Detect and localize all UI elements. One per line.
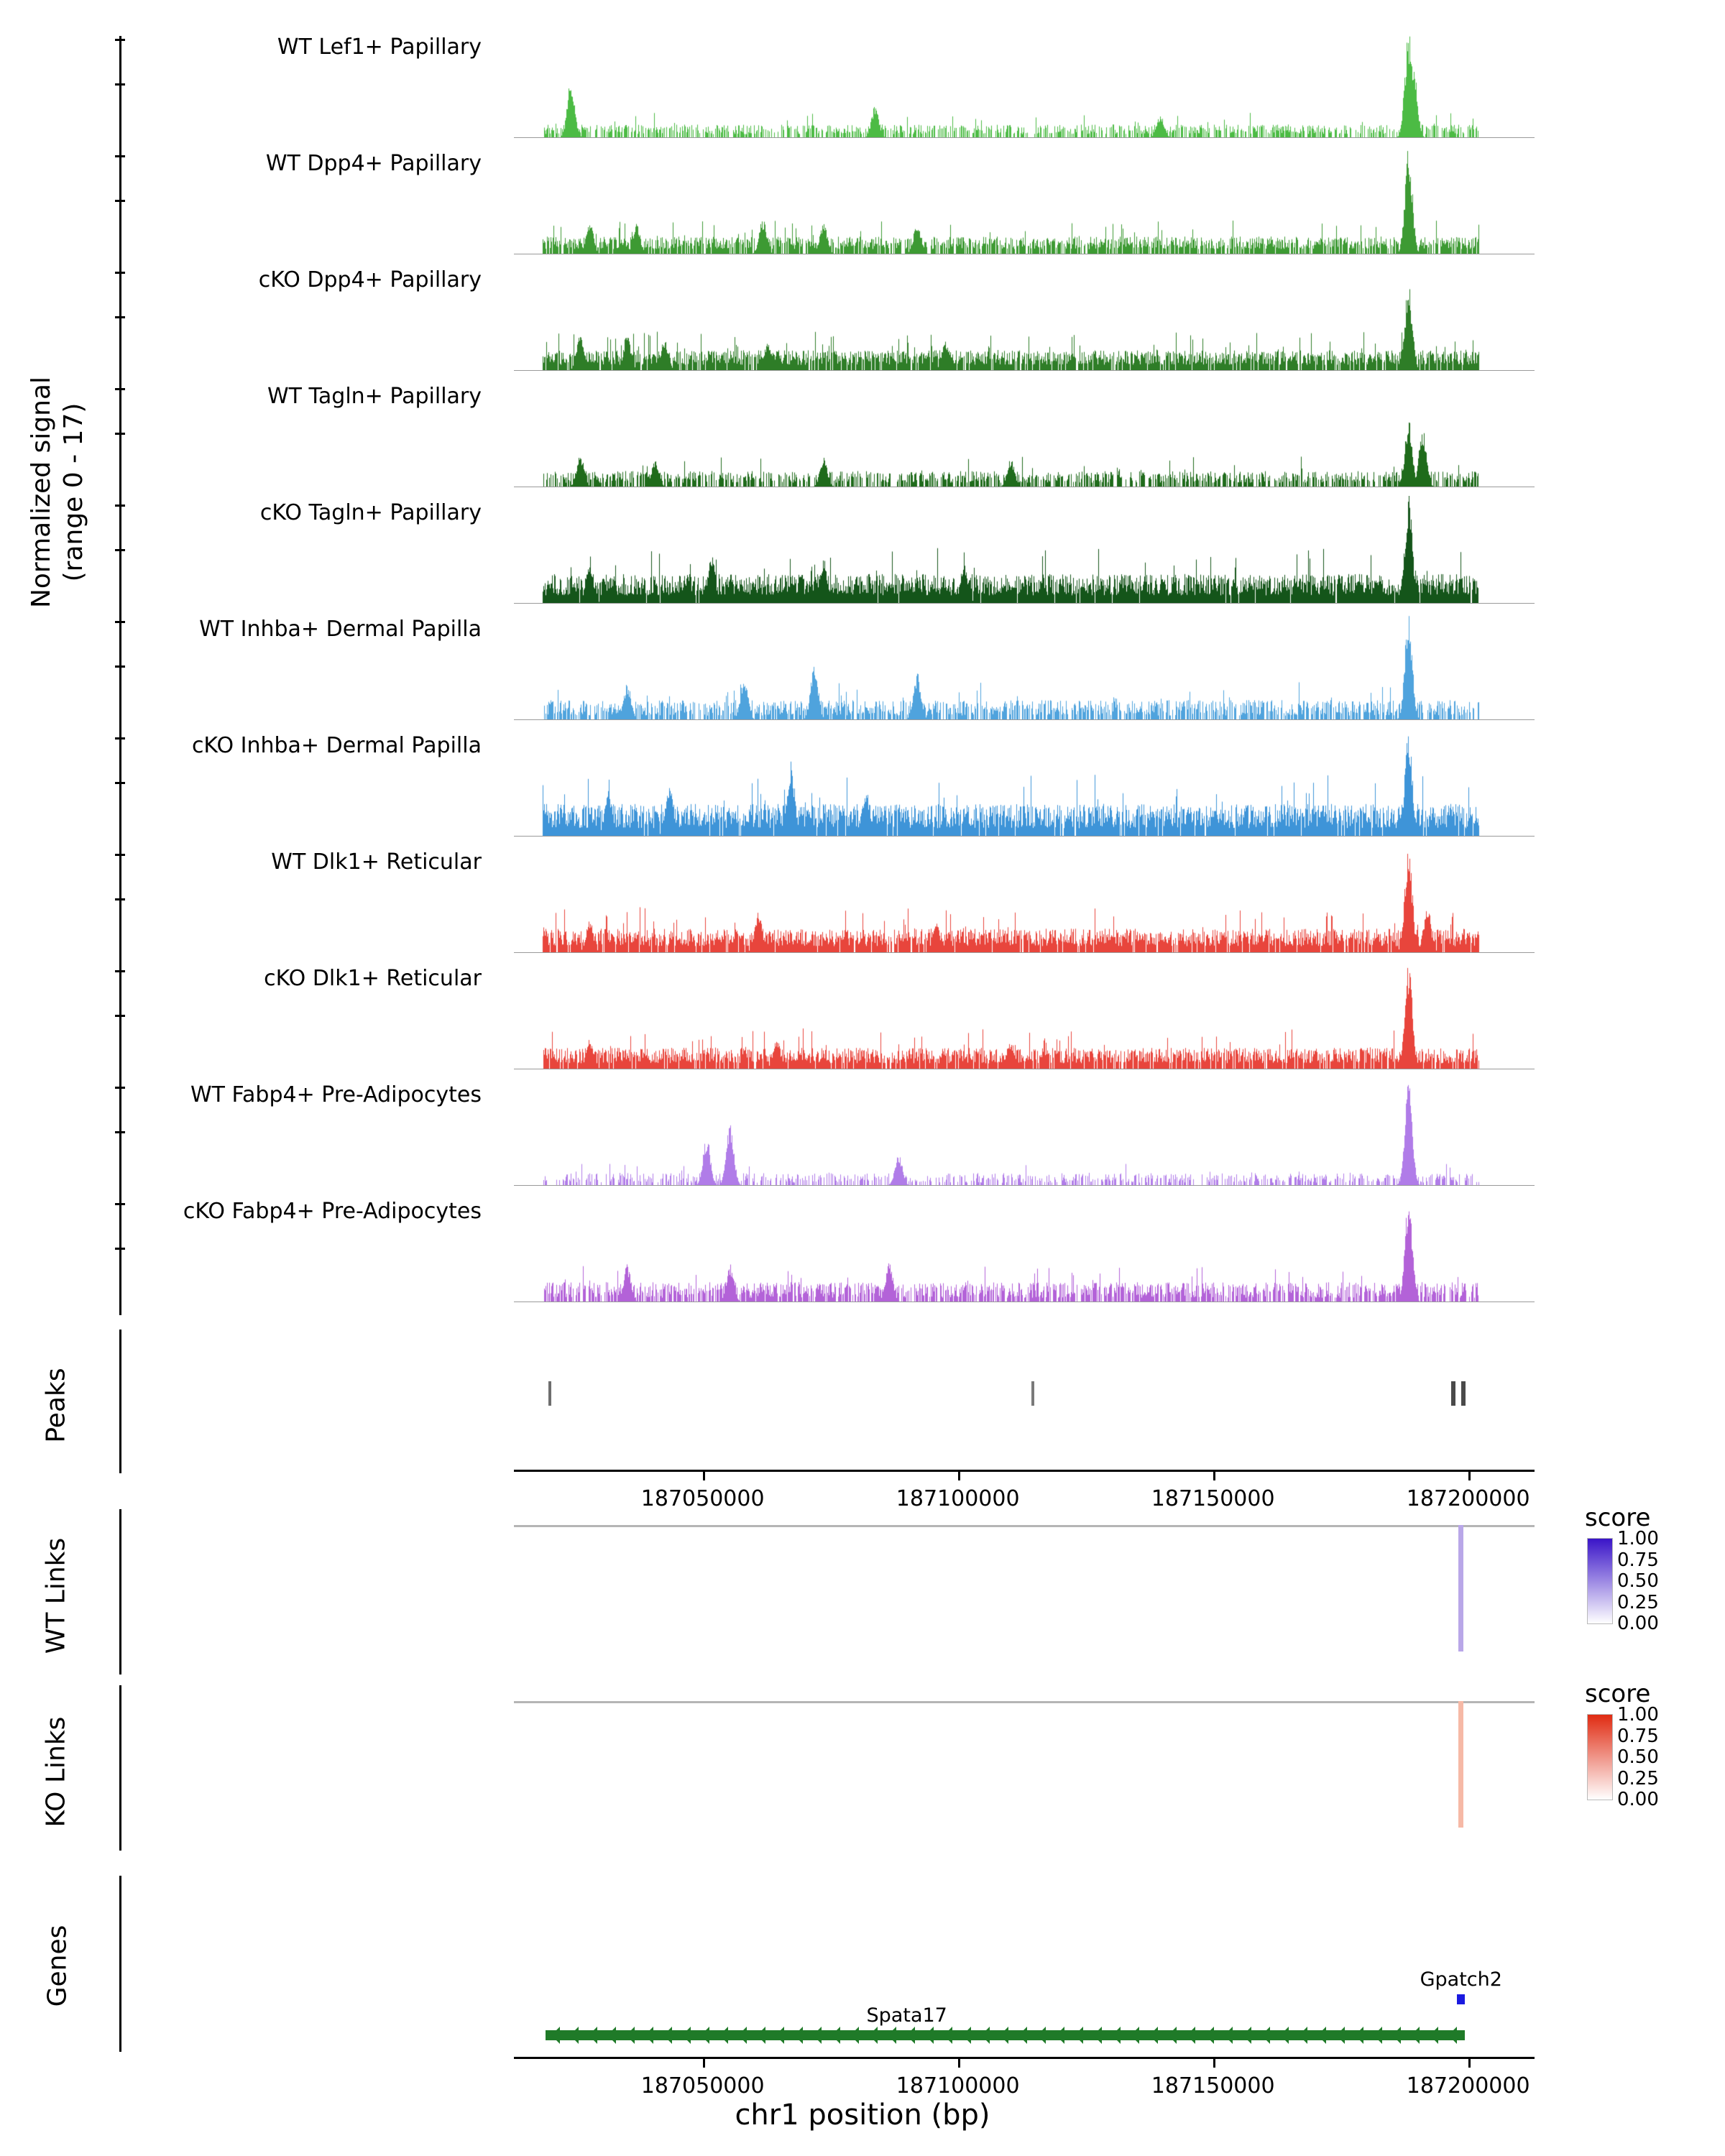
wt-links-legend-gradient [1587,1538,1613,1624]
ko-links-axis-rule [119,1685,121,1851]
y-axis-tick [115,39,125,41]
y-axis-tick [115,665,125,668]
peaks-axis-rule [119,1330,121,1473]
gene-strand-arrow-icon [719,2027,728,2044]
ko-links-label: KO Links [41,1716,71,1828]
coverage-track [514,729,1535,837]
peak-mark [1031,1381,1034,1406]
y-axis-tick [115,1203,125,1205]
legend-tick-label: 0.00 [1617,1613,1659,1634]
track-label: cKO Inhba+ Dermal Papilla [191,733,482,758]
gene-name-label: Spata17 [866,2004,947,2027]
gene-body [1457,1994,1465,2004]
y-axis-tick [115,200,125,202]
peaks-x-axis-line [514,1470,1535,1472]
gene-strand-arrow-icon [663,2027,672,2044]
coverage-track [514,379,1535,487]
x-axis-tick [1468,1472,1471,1480]
coverage-track-signal [514,263,1535,371]
y-axis-tick [115,621,125,623]
y-axis-tick [115,898,125,900]
gene-strand-arrow-icon [1149,2027,1158,2044]
link-arc [1458,1701,1463,1828]
gene-strand-arrow-icon [1075,2027,1083,2044]
y-axis-tick [115,1015,125,1017]
y-axis-tick [115,549,125,551]
coverage-y-axis-label-line2: (range 0 - 17) [59,402,88,582]
y-axis-tick [115,737,125,740]
gene-strand-arrow-icon [1411,2027,1420,2044]
gene-strand-arrow-icon [832,2027,840,2044]
ko-links-legend-title: score [1585,1680,1651,1708]
track-label: cKO Dlk1+ Reticular [264,966,482,991]
genes-panel [0,1876,1725,2113]
x-axis-tick-label: 187100000 [896,2073,1020,2099]
x-axis-tick-label: 187150000 [1151,2073,1275,2099]
legend-tick-label: 1.00 [1617,1704,1659,1726]
y-axis-tick [115,1248,125,1250]
track-label: cKO Fabp4+ Pre-Adipocytes [183,1199,482,1224]
x-axis-tick [958,2059,960,2068]
coverage-track-signal [514,496,1535,604]
gene-strand-arrow-icon [1056,2027,1064,2044]
coverage-track-baseline [514,836,1535,837]
gene-strand-arrow-icon [1205,2027,1214,2044]
gene-strand-arrow-icon [813,2027,822,2044]
wt-links-label: WT Links [41,1537,71,1654]
legend-tick-label: 1.00 [1617,1528,1659,1549]
coverage-track-baseline [514,603,1535,604]
coverage-track [514,1078,1535,1186]
coverage-track-baseline [514,1185,1535,1186]
x-axis-tick [1468,2059,1471,2068]
gene-strand-arrow-icon [757,2027,765,2044]
gene-strand-arrow-icon [682,2027,691,2044]
y-axis-tick [115,433,125,435]
x-axis-tick-label: 187200000 [1406,1486,1530,1511]
coverage-track-signal [514,147,1535,254]
y-axis-tick [115,155,125,157]
legend-tick-label: 0.75 [1617,1725,1659,1747]
gene-strand-arrow-icon [1131,2027,1139,2044]
coverage-track [514,845,1535,953]
gene-strand-arrow-icon [1336,2027,1345,2044]
y-axis-tick [115,1131,125,1133]
coverage-track-baseline [514,719,1535,720]
peaks-label: Peaks [41,1368,71,1443]
x-axis-tick-label: 187150000 [1151,1486,1275,1511]
gene-strand-arrow-icon [1112,2027,1121,2044]
gene-strand-arrow-icon [1093,2027,1102,2044]
peaks-panel [0,1322,1725,1511]
gene-strand-arrow-icon [1018,2027,1027,2044]
x-axis-tick-label: 187050000 [640,1486,765,1511]
track-label: WT Dlk1+ Reticular [271,849,482,875]
gene-name-label: Gpatch2 [1420,1968,1502,1991]
x-axis-tick [703,1472,705,1480]
track-label: WT Tagln+ Papillary [267,384,482,409]
coverage-track [514,962,1535,1069]
coverage-track-baseline [514,137,1535,138]
genes-x-axis-line [514,2057,1535,2059]
coverage-track [514,612,1535,720]
gene-strand-arrow-icon [981,2027,990,2044]
gene-strand-arrow-icon [1355,2027,1363,2044]
coverage-track-signal [514,1194,1535,1302]
coverage-track-signal [514,1078,1535,1186]
link-arc [1458,1525,1463,1651]
coverage-track-baseline [514,952,1535,953]
gene-strand-arrow-icon [925,2027,934,2044]
gene-strand-arrow-icon [776,2027,784,2044]
coverage-track [514,147,1535,254]
gene-strand-arrow-icon [701,2027,709,2044]
gene-strand-arrow-icon [962,2027,971,2044]
x-axis-tick-label: 187200000 [1406,2073,1530,2099]
gene-strand-arrow-icon [944,2027,952,2044]
gene-strand-arrow-icon [570,2027,579,2044]
ko-links-panel [0,1680,1725,1851]
track-label: WT Lef1+ Papillary [277,34,482,60]
x-axis-tick [1213,2059,1215,2068]
gene-strand-arrow-icon [1187,2027,1195,2044]
gene-strand-arrow-icon [1430,2027,1438,2044]
x-axis-title: chr1 position (bp) [735,2099,990,2132]
coverage-track-signal [514,612,1535,720]
gene-strand-arrow-icon [794,2027,803,2044]
x-axis-tick [958,1472,960,1480]
gene-strand-arrow-icon [1299,2027,1307,2044]
coverage-track [514,496,1535,604]
track-label: cKO Dpp4+ Papillary [258,267,482,292]
gene-strand-arrow-icon [888,2027,896,2044]
coverage-track-signal [514,729,1535,837]
gene-strand-arrow-icon [1224,2027,1233,2044]
peak-mark [1461,1381,1466,1406]
track-label: cKO Tagln+ Papillary [259,500,482,525]
gene-strand-arrow-icon [1392,2027,1401,2044]
coverage-track-signal [514,845,1535,953]
coverage-track [514,30,1535,138]
legend-tick-label: 0.00 [1617,1789,1659,1810]
coverage-track-signal [514,962,1535,1069]
legend-tick-label: 0.25 [1617,1591,1659,1613]
gene-strand-arrow-icon [645,2027,653,2044]
y-axis-tick [115,83,125,86]
gene-strand-arrow-icon [1448,2027,1457,2044]
y-axis-tick [115,854,125,856]
genes-label: Genes [42,1925,73,2007]
y-axis-tick [115,388,125,390]
gene-strand-arrow-icon [1000,2027,1008,2044]
legend-tick-label: 0.25 [1617,1767,1659,1789]
y-axis-tick [115,1087,125,1089]
x-axis-tick [703,2059,705,2068]
coverage-track [514,1194,1535,1302]
coverage-track-signal [514,379,1535,487]
genes-axis-rule [119,1876,121,2052]
coverage-track-signal [514,30,1535,138]
ko-links-legend-gradient [1587,1714,1613,1800]
y-axis-tick [115,782,125,784]
y-axis-tick [115,970,125,972]
track-label: WT Fabp4+ Pre-Adipocytes [190,1082,482,1107]
gene-strand-arrow-icon [738,2027,747,2044]
gene-strand-arrow-icon [1317,2027,1326,2044]
gene-strand-arrow-icon [1037,2027,1046,2044]
gene-strand-arrow-icon [551,2027,560,2044]
wt-links-panel [0,1503,1725,1674]
track-label: WT Inhba+ Dermal Papilla [199,617,482,642]
x-axis-tick-label: 187050000 [640,2073,765,2099]
gene-strand-arrow-icon [626,2027,635,2044]
coverage-axis-rule [119,36,121,1315]
gene-strand-arrow-icon [1243,2027,1251,2044]
wt-links-axis-rule [119,1509,121,1674]
y-axis-tick [115,272,125,274]
gene-strand-arrow-icon [589,2027,597,2044]
gene-strand-arrow-icon [1168,2027,1177,2044]
track-label: WT Dpp4+ Papillary [265,151,482,176]
y-axis-tick [115,505,125,507]
legend-tick-label: 0.75 [1617,1549,1659,1571]
x-axis-tick [1213,1472,1215,1480]
gene-strand-arrow-icon [607,2027,616,2044]
y-axis-tick [115,316,125,318]
wt-links-legend-title: score [1585,1503,1651,1532]
peak-mark [1451,1381,1455,1406]
coverage-track [514,263,1535,371]
x-axis-tick-label: 187100000 [896,1486,1020,1511]
gene-strand-arrow-icon [869,2027,878,2044]
legend-tick-label: 0.50 [1617,1746,1659,1768]
coverage-y-axis-label-line1: Normalized signal [27,376,56,609]
legend-tick-label: 0.50 [1617,1570,1659,1592]
gene-strand-arrow-icon [850,2027,859,2044]
gene-strand-arrow-icon [1280,2027,1289,2044]
coverage-track-baseline [514,370,1535,371]
gene-strand-arrow-icon [1374,2027,1382,2044]
coverage-y-axis-label [25,327,90,658]
gene-strand-arrow-icon [1261,2027,1270,2044]
gene-strand-arrow-icon [906,2027,915,2044]
peak-mark [548,1381,551,1406]
